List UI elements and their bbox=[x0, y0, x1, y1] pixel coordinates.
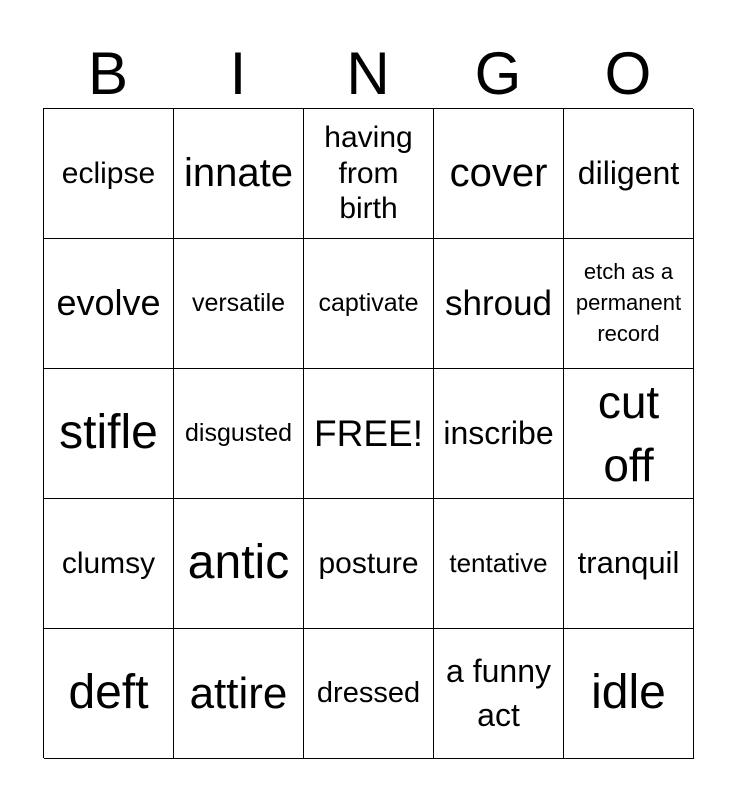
bingo-cell-r1-c3[interactable] bbox=[304, 109, 434, 239]
bingo-cell-r2-c2[interactable] bbox=[174, 239, 304, 369]
header-letter-i: I bbox=[229, 40, 247, 107]
cell-text: a funny act bbox=[446, 653, 551, 733]
cell-text: tranquil bbox=[577, 545, 680, 581]
bingo-cell-r1-c4[interactable] bbox=[434, 109, 564, 239]
bingo-cell-r3-c5[interactable] bbox=[564, 369, 694, 499]
bingo-cell-r1-c1[interactable] bbox=[44, 109, 174, 239]
cell-text: diligent bbox=[577, 154, 680, 191]
bingo-cell-r5-c4[interactable] bbox=[434, 629, 564, 759]
bingo-header bbox=[43, 40, 693, 108]
cell-text: having from birth bbox=[324, 121, 413, 226]
bingo-cell-r2-c4[interactable] bbox=[434, 239, 564, 369]
cell-text: cover bbox=[449, 150, 548, 195]
cell-text: cut off bbox=[597, 376, 660, 491]
cell-text: tentative bbox=[449, 548, 548, 579]
cell-text: captivate bbox=[318, 288, 419, 317]
bingo-board bbox=[43, 108, 693, 758]
bingo-cell-r3-c2[interactable] bbox=[174, 369, 304, 499]
cell-text: disgusted bbox=[184, 418, 293, 447]
bingo-cell-r2-c5[interactable] bbox=[564, 239, 694, 369]
cell-text: innate bbox=[184, 150, 293, 195]
header-letter-n: N bbox=[346, 40, 390, 107]
cell-text: etch as a permanent record bbox=[575, 259, 682, 346]
cell-text: dressed bbox=[316, 677, 421, 710]
free-space: FREE! bbox=[314, 412, 423, 454]
bingo-cell-r5-c2[interactable] bbox=[174, 629, 304, 759]
bingo-cell-r4-c4[interactable] bbox=[434, 499, 564, 629]
cell-text: inscribe bbox=[443, 414, 554, 451]
cell-text: versatile bbox=[191, 288, 286, 317]
cell-text: clumsy bbox=[61, 546, 156, 580]
cell-text: eclipse bbox=[61, 156, 156, 190]
bingo-cell-r5-c1[interactable] bbox=[44, 629, 174, 759]
header-letter-b: B bbox=[87, 40, 129, 107]
header-letter-g: G bbox=[474, 40, 522, 107]
cell-text: stifle bbox=[59, 406, 158, 460]
cell-text: antic bbox=[187, 536, 290, 590]
bingo-cell-r1-c2[interactable] bbox=[174, 109, 304, 239]
bingo-cell-r2-c1[interactable] bbox=[44, 239, 174, 369]
bingo-cell-r5-c3[interactable] bbox=[304, 629, 434, 759]
cell-text: posture bbox=[318, 546, 419, 580]
bingo-cell-r4-c3[interactable] bbox=[304, 499, 434, 629]
bingo-cell-r1-c5[interactable] bbox=[564, 109, 694, 239]
bingo-cell-r4-c2[interactable] bbox=[174, 499, 304, 629]
bingo-cell-r4-c1[interactable] bbox=[44, 499, 174, 629]
bingo-cell-r3-c4[interactable] bbox=[434, 369, 564, 499]
header-letter-o: O bbox=[604, 40, 652, 107]
bingo-cell-r3-c1[interactable] bbox=[44, 369, 174, 499]
bingo-cell-r5-c5[interactable] bbox=[564, 629, 694, 759]
cell-text: evolve bbox=[56, 282, 161, 324]
bingo-cell-r4-c5[interactable] bbox=[564, 499, 694, 629]
bingo-cell-r3-c3[interactable] bbox=[304, 369, 434, 499]
cell-text: deft bbox=[68, 666, 149, 720]
bingo-cell-r2-c3[interactable] bbox=[304, 239, 434, 369]
cell-text: shroud bbox=[444, 283, 553, 323]
cell-text: attire bbox=[189, 668, 288, 718]
cell-text: idle bbox=[591, 666, 666, 720]
